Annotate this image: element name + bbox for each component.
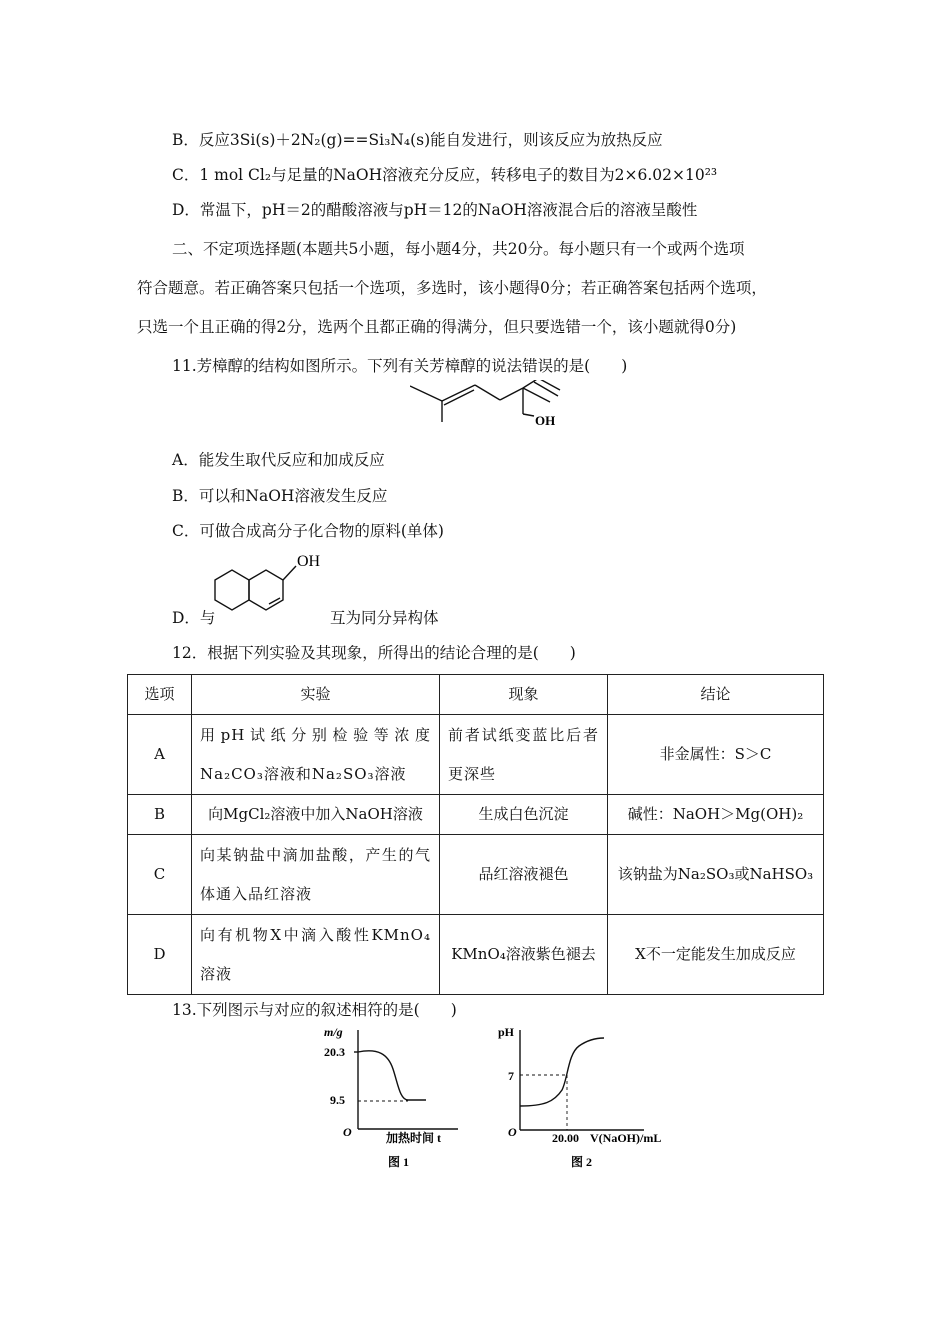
- row-experiment: 向某钠盐中滴加盐酸，产生的气体通入品红溶液: [192, 835, 440, 915]
- fig1-y-low: 9.5: [330, 1093, 345, 1107]
- q11-option-c: C．可做合成高分子化合物的原料(单体): [172, 522, 444, 540]
- fig1-caption: 图 1: [388, 1155, 410, 1169]
- table-row: [128, 915, 824, 995]
- q11-option-a: A．能发生取代反应和加成反应: [172, 451, 385, 469]
- bicyclic-alcohol-structure: [210, 548, 330, 628]
- figure-1: [318, 1024, 468, 1174]
- header-option: 选项: [128, 675, 192, 715]
- q11-option-d-suffix: 互为同分异构体: [330, 609, 439, 627]
- q13-stem: 13.下列图示与对应的叙述相符的是( ): [172, 1001, 457, 1019]
- row-option: D: [128, 915, 192, 995]
- q11-option-d-prefix: D．与: [172, 609, 216, 627]
- row-conclusion: X不一定能发生加成反应: [608, 915, 824, 995]
- fig1-origin: O: [343, 1125, 352, 1139]
- table-row: [128, 835, 824, 915]
- q11-stem: 11.芳樟醇的结构如图所示。下列有关芳樟醇的说法错误的是( ): [172, 357, 628, 375]
- linalool-oh-label: OH: [535, 413, 556, 428]
- table-row: [128, 795, 824, 835]
- header-phenomenon: 现象: [440, 675, 608, 715]
- row-option: A: [128, 715, 192, 795]
- section2-line1: 二、不定项选择题(本题共5小题，每小题4分，共20分。每小题只有一个或两个选项: [172, 240, 745, 258]
- row-conclusion: 非金属性：S＞C: [608, 715, 824, 795]
- row-experiment: 向MgCl₂溶液中加入NaOH溶液: [192, 795, 440, 835]
- figure-2: [494, 1024, 674, 1174]
- fig1-xlabel: 加热时间 t: [386, 1131, 441, 1145]
- row-experiment: 向有机物X中滴入酸性KMnO₄溶液: [192, 915, 440, 995]
- linalool-structure: [410, 380, 570, 436]
- experiment-table: [127, 674, 824, 995]
- header-conclusion: 结论: [608, 675, 824, 715]
- q10-option-d: D．常温下，pH＝2的醋酸溶液与pH＝12的NaOH溶液混合后的溶液呈酸性: [172, 201, 698, 219]
- bicyclic-oh-label: OH: [297, 553, 321, 570]
- q12-stem: 12．根据下列实验及其现象，所得出的结论合理的是( ): [172, 644, 576, 662]
- q11-option-b: B．可以和NaOH溶液发生反应: [172, 487, 388, 505]
- row-experiment: 用pH试纸分别检验等浓度Na₂CO₃溶液和Na₂SO₃溶液: [192, 715, 440, 795]
- table-header-row: [128, 675, 824, 715]
- row-option: C: [128, 835, 192, 915]
- fig2-x-mark: 20.00: [552, 1131, 579, 1145]
- fig1-y-high: 20.3: [324, 1045, 345, 1059]
- row-conclusion: 该钠盐为Na₂SO₃或NaHSO₃: [608, 835, 824, 915]
- fig2-ylabel: pH: [498, 1025, 515, 1039]
- q10-option-b: B．反应3Si(s)＋2N₂(g)==Si₃N₄(s)能自发进行，则该反应为放热反应: [172, 131, 663, 149]
- section2-line2: 符合题意。若正确答案只包括一个选项，多选时，该小题得0分；若正确答案包括两个选项，: [137, 279, 767, 297]
- row-phenomenon: KMnO₄溶液紫色褪去: [440, 915, 608, 995]
- fig2-caption: 图 2: [571, 1155, 593, 1169]
- q10-option-c: C．1 mol Cl₂与足量的NaOH溶液充分反应，转移电子的数目为2×6.02×10²³: [172, 166, 718, 184]
- row-phenomenon: 生成白色沉淀: [440, 795, 608, 835]
- fig2-origin: O: [508, 1125, 517, 1139]
- fig1-ylabel: m/g: [324, 1025, 343, 1039]
- table-row: [128, 715, 824, 795]
- row-conclusion: 碱性：NaOH＞Mg(OH)₂: [608, 795, 824, 835]
- fig2-y-mark: 7: [508, 1069, 514, 1083]
- row-phenomenon: 前者试纸变蓝比后者更深些: [440, 715, 608, 795]
- fig2-xlabel: V(NaOH)/mL: [590, 1131, 662, 1145]
- section2-line3: 只选一个且正确的得2分，选两个且都正确的得满分，但只要选错一个，该小题就得0分): [137, 318, 737, 336]
- header-experiment: 实验: [192, 675, 440, 715]
- row-phenomenon: 品红溶液褪色: [440, 835, 608, 915]
- row-option: B: [128, 795, 192, 835]
